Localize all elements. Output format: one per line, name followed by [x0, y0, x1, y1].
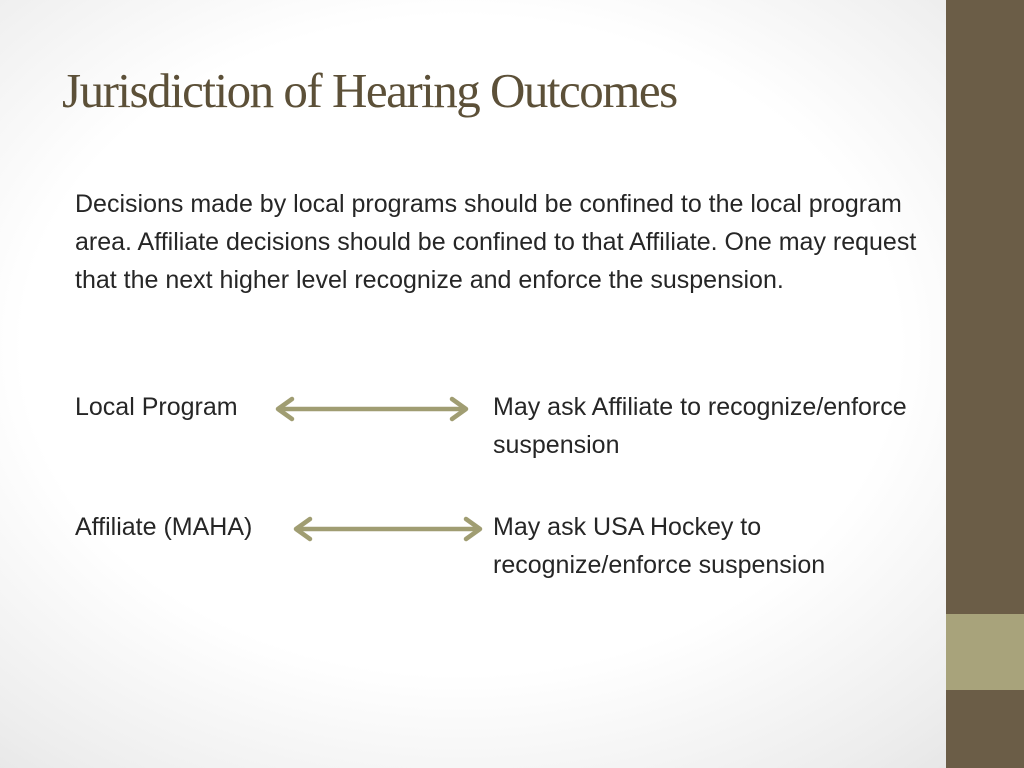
row-label-affiliate: Affiliate (MAHA): [75, 513, 253, 541]
side-decoration-accent: [946, 614, 1024, 690]
body-paragraph: Decisions made by local programs should be confined to the local program area. Affiliate decisions should be confined to that Affiliate. One may request that the next higher level recognize and enforce the suspension.: [75, 190, 917, 294]
row-label-local-program: Local Program: [75, 393, 238, 421]
row-result-local-program: May ask Affiliate to recognize/enforce suspension: [493, 393, 907, 459]
double-headed-arrow-icon: [290, 516, 486, 542]
double-headed-arrow-icon: [272, 396, 472, 422]
row-result-affiliate: May ask USA Hockey to recognize/enforce suspension: [493, 513, 826, 579]
slide-title: Jurisdiction of Hearing Outcomes: [62, 63, 677, 118]
